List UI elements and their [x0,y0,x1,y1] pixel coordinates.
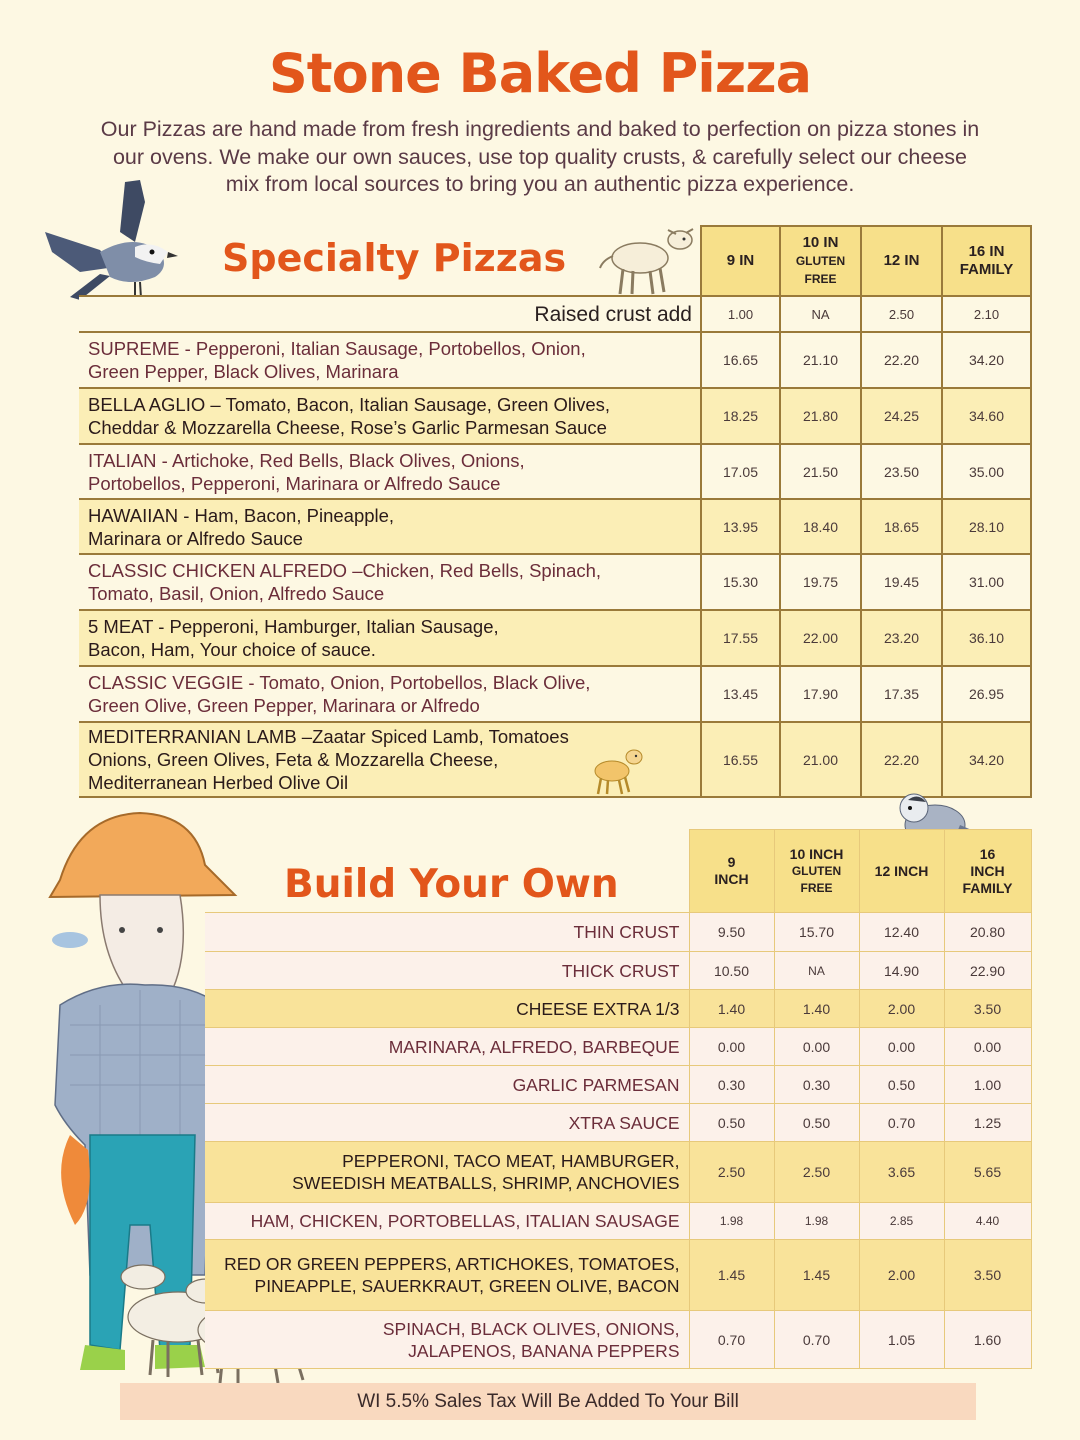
price-cell: 23.20 [861,610,942,666]
option-line: XTRA SAUCE [568,1112,680,1133]
header-line: FAMILY [962,879,1013,896]
pizza-row-mediterranian-lamb [79,722,1031,797]
option-label [205,952,689,990]
build-your-own-title: Build Your Own [284,862,619,907]
price-cell: 22.00 [780,610,861,666]
price-cell: 28.10 [942,499,1031,554]
desc-line: ITALIAN - Artichoke, Red Bells, Black Olives, Onions, [88,449,525,471]
price-cell: 1.00 [701,296,780,332]
option-label [205,1311,689,1369]
pizza-description [79,444,701,499]
price-cell: 26.95 [942,666,1031,722]
price-cell: 18.65 [861,499,942,554]
specialty-title: Specialty Pizzas [222,236,567,280]
option-line: THICK CRUST [561,960,680,981]
header-line: 12 INCH [874,862,929,879]
raised-crust-row [79,296,1031,332]
price-cell: 2.10 [942,296,1031,332]
price-cell: 4.40 [944,1203,1031,1240]
pizza-description [79,610,701,666]
price-cell: 0.00 [944,1028,1031,1066]
desc-line: CLASSIC CHICKEN ALFREDO –Chicken, Red Bells, Spinach, [88,560,602,581]
option-row [205,952,1031,990]
price-cell: 22.20 [861,332,942,388]
price-cell: 2.85 [859,1203,944,1240]
desc-line: Bacon, Ham, Your choice of sauce. [88,639,376,660]
build-header-row [205,830,1031,913]
price-cell: 0.50 [859,1066,944,1104]
column-header-16in-family [942,226,1031,296]
small-lamb-illustration [584,745,646,797]
price-cell: 17.35 [861,666,942,722]
price-cell: 0.30 [774,1066,859,1104]
column-header-10in-gluten-free [780,226,861,296]
option-line: PEPPERONI, TACO MEAT, HAMBURGER, [342,1151,680,1171]
price-cell: 2.00 [859,1240,944,1311]
option-row [205,990,1031,1028]
price-cell: 18.25 [701,388,780,444]
price-cell: 1.40 [774,990,859,1028]
pizza-description [79,332,701,388]
header-line: INCH [970,862,1005,879]
price-cell: 10.50 [689,952,774,990]
option-label [205,1240,689,1311]
price-cell: 19.45 [861,554,942,610]
price-cell: 0.70 [689,1311,774,1369]
option-label [205,1142,689,1203]
header-line: FREE [804,272,837,286]
desc-line: CLASSIC VEGGIE - Tomato, Onion, Portobellos, Black Olive, [88,672,591,693]
pizza-row-italian [79,444,1031,499]
option-row [205,1311,1031,1369]
header-line: GLUTEN [791,863,842,878]
pizza-description [79,666,701,722]
price-cell: NA [780,296,861,332]
desc-line: Green Olive, Green Pepper, Marinara or Alfredo [88,695,480,716]
option-line: HAM, CHICKEN, PORTOBELLAS, ITALIAN SAUSAGE [250,1211,680,1231]
pizza-row-classic-veggie [79,666,1031,722]
price-cell: 17.55 [701,610,780,666]
price-cell: 9.50 [689,913,774,952]
price-cell: 22.90 [944,952,1031,990]
price-cell: 3.50 [944,1240,1031,1311]
option-line: THIN CRUST [573,922,680,942]
option-row [205,1104,1031,1142]
price-cell: 0.50 [689,1104,774,1142]
option-line: CHEESE EXTRA 1/3 [516,998,680,1019]
header-line: INCH [714,871,749,887]
pizza-description [79,499,701,554]
price-cell: 2.00 [859,990,944,1028]
desc-line: 5 MEAT - Pepperoni, Hamburger, Italian Sausage, [88,616,499,637]
pizza-description [79,554,701,610]
desc-line: Cheddar & Mozzarella Cheese, Rose’s Garlic Parmesan Sauce [88,417,607,438]
header-line: FREE [800,880,833,895]
price-cell: 21.50 [780,444,861,499]
header-line: 16 [979,845,996,862]
intro-line: Our Pizzas are hand made from fresh ingredients and baked to perfection on pizza stones in [100,117,980,141]
price-cell: 15.70 [774,913,859,952]
price-cell: 0.00 [859,1028,944,1066]
price-cell: 20.80 [944,913,1031,952]
specialty-header-row [79,226,1031,296]
price-cell: 0.50 [774,1104,859,1142]
price-cell: 21.10 [780,332,861,388]
price-cell: 0.70 [859,1104,944,1142]
price-cell: 2.50 [774,1142,859,1203]
price-cell: 12.40 [859,913,944,952]
price-cell: 1.05 [859,1311,944,1369]
option-line: RED OR GREEN PEPPERS, ARTICHOKES, TOMATOES, [224,1254,680,1274]
price-cell: 1.45 [774,1240,859,1311]
header-line: 10 INCH [789,845,844,862]
header-spacer [205,830,689,913]
column-header-9in [701,226,780,296]
intro-text [50,116,1030,199]
intro-line: mix from local sources to bring you an authentic pizza experience. [225,172,855,196]
price-cell: 15.30 [701,554,780,610]
column-header-12in [861,226,942,296]
option-line: MARINARA, ALFREDO, BARBEQUE [388,1036,680,1057]
price-cell: 1.98 [689,1203,774,1240]
price-cell: 14.90 [859,952,944,990]
option-line: PINEAPPLE, SAUERKRAUT, GREEN OLIVE, BACON [254,1276,680,1296]
option-label [205,1066,689,1104]
desc-line: Onions, Green Olives, Feta & Mozzarella Cheese, [88,749,499,770]
price-cell: 17.05 [701,444,780,499]
price-cell: 1.98 [774,1203,859,1240]
option-label [205,913,689,952]
price-cell: 16.55 [701,722,780,797]
column-header-16-inch-family [944,830,1031,913]
page-title: Stone Baked Pizza [268,42,812,105]
price-cell: 22.20 [861,722,942,797]
price-cell: 3.65 [859,1142,944,1203]
header-line: GLUTEN [795,254,846,268]
column-header-12-inch [859,830,944,913]
option-row [205,1066,1031,1104]
price-cell: 24.25 [861,388,942,444]
price-cell: 0.00 [774,1028,859,1066]
header-line: 9 [727,854,736,870]
price-cell: 1.60 [944,1311,1031,1369]
option-line: SPINACH, BLACK OLIVES, ONIONS, [382,1318,680,1339]
header-spacer [79,226,701,296]
pizza-description [79,388,701,444]
option-label [205,1203,689,1240]
price-cell: 34.60 [942,388,1031,444]
desc-line: BELLA AGLIO – Tomato, Bacon, Italian Sausage, Green Olives, [88,394,611,415]
option-line: JALAPENOS, BANANA PEPPERS [408,1340,680,1361]
price-cell: 1.25 [944,1104,1031,1142]
header-line: 16 IN [968,243,1005,260]
intro-line: our ovens. We make our own sauces, use top quality crusts, & carefully select our cheese [112,144,968,169]
price-cell: 16.65 [701,332,780,388]
price-cell: 0.70 [774,1311,859,1369]
desc-line: Tomato, Basil, Onion, Alfredo Sauce [88,583,385,604]
desc-line: Green Pepper, Black Olives, Marinara [88,361,399,382]
option-row [205,913,1031,952]
desc-line: MEDITERRANIAN LAMB –Zaatar Spiced Lamb, Tomatoes [88,726,569,747]
price-cell: 2.50 [689,1142,774,1203]
header-line: FAMILY [959,261,1014,278]
price-cell: 2.50 [861,296,942,332]
price-cell: 17.90 [780,666,861,722]
desc-line: Portobellos, Pepperoni, Marinara or Alfredo Sauce [88,472,501,494]
option-label [205,1104,689,1142]
sales-tax-note: WI 5.5% Sales Tax Will Be Added To Your Bill [120,1383,976,1420]
price-cell: 13.45 [701,666,780,722]
option-label [205,1028,689,1066]
price-cell: 21.80 [780,388,861,444]
desc-line: HAWAIIAN - Ham, Bacon, Pineapple, [88,504,395,526]
option-line: SWEEDISH MEATBALLS, SHRIMP, ANCHOVIES [292,1173,680,1193]
pizza-row-supreme [79,332,1031,388]
column-header-9-inch [689,830,774,913]
header-line: 12 IN [883,252,920,269]
price-cell: 0.00 [689,1028,774,1066]
option-line: GARLIC PARMESAN [512,1074,680,1095]
option-row [205,1203,1031,1240]
column-header-10-inch-gluten-free [774,830,859,913]
price-cell: 36.10 [942,610,1031,666]
price-cell: 1.00 [944,1066,1031,1104]
option-row [205,1142,1031,1203]
price-cell: 1.45 [689,1240,774,1311]
price-cell: 35.00 [942,444,1031,499]
raised-crust-label: Raised crust add [79,296,701,332]
price-cell: 23.50 [861,444,942,499]
price-cell: 18.40 [780,499,861,554]
desc-line: SUPREME - Pepperoni, Italian Sausage, Portobellos, Onion, [88,338,586,359]
specialty-pizza-table [79,225,1032,798]
price-cell: 3.50 [944,990,1031,1028]
price-cell: 34.20 [942,332,1031,388]
price-cell: NA [774,952,859,990]
price-cell: 31.00 [942,554,1031,610]
pizza-row-hawaiian [79,499,1031,554]
header-line: 10 IN [802,234,839,251]
price-cell: 19.75 [780,554,861,610]
pizza-row-bella-aglio [79,388,1031,444]
price-cell: 5.65 [944,1142,1031,1203]
header-line: 9 IN [726,252,755,269]
price-cell: 34.20 [942,722,1031,797]
desc-line: Marinara or Alfredo Sauce [88,527,303,549]
price-cell: 1.40 [689,990,774,1028]
option-label [205,990,689,1028]
price-cell: 21.00 [780,722,861,797]
option-row [205,1028,1031,1066]
build-your-own-table [205,829,1032,1369]
price-cell: 13.95 [701,499,780,554]
pizza-row-5-meat [79,610,1031,666]
pizza-row-chicken-alfredo [79,554,1031,610]
price-cell: 0.30 [689,1066,774,1104]
desc-line: Mediterranean Herbed Olive Oil [88,772,349,793]
option-row [205,1240,1031,1311]
